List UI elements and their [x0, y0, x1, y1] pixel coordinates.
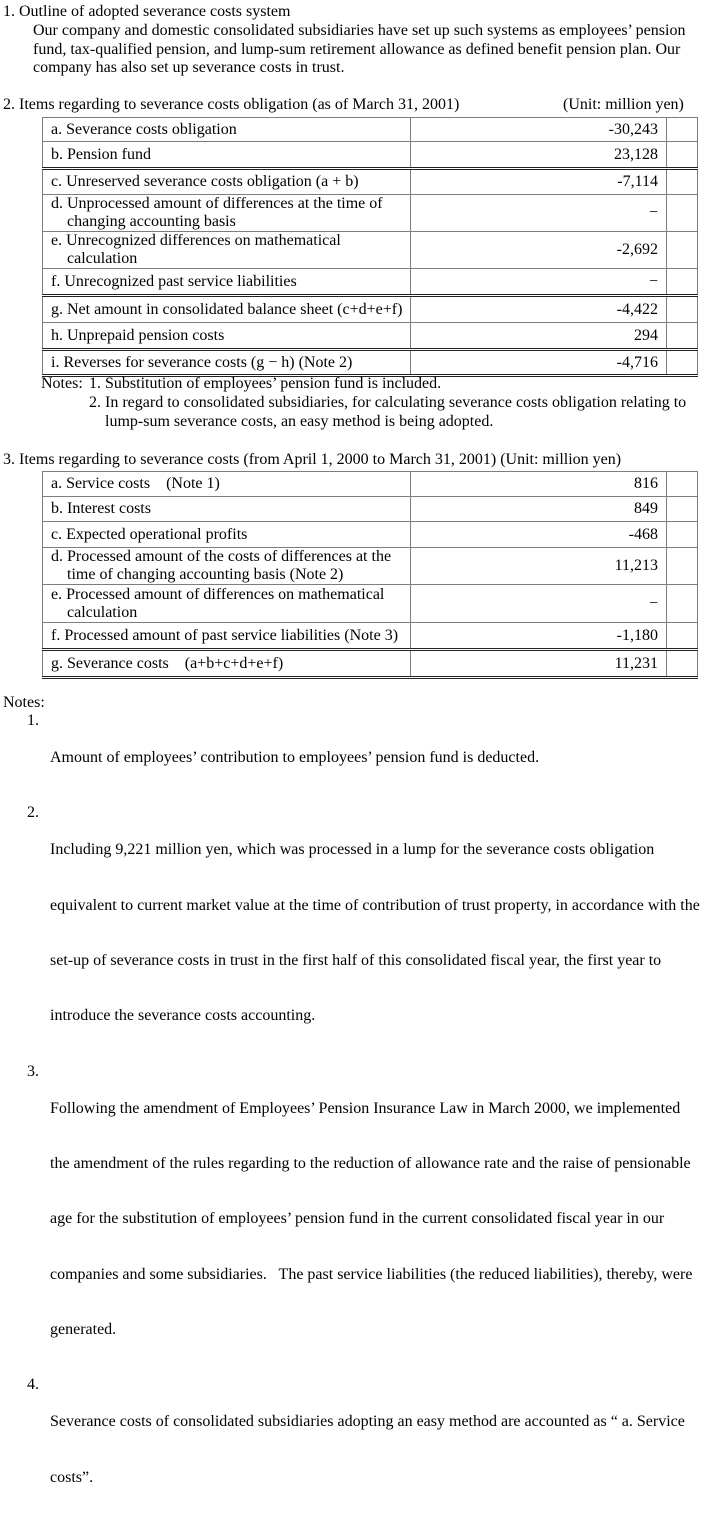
- row-label-text: d. Unprocessed amount of differences at the time of: [51, 195, 383, 212]
- row-value: 11,231: [411, 650, 667, 678]
- section-2-notes-label: Notes:: [41, 375, 83, 392]
- note-text: [50, 804, 700, 1062]
- table-row: [43, 269, 698, 296]
- section-2-notes: [89, 374, 686, 431]
- row-label-text: i. Reverses for severance costs (g − h) (Note 2): [51, 353, 353, 371]
- row-label: [43, 118, 411, 142]
- blank-cell: [667, 585, 698, 623]
- row-value: -4,716: [411, 350, 667, 376]
- paragraph-line: company has also set up severance costs in trust.: [33, 59, 345, 76]
- row-label: [43, 269, 411, 296]
- table-row: [43, 623, 698, 650]
- paragraph-line: Our company and domestic consolidated subsidiaries have set up such systems as employees’ pension: [33, 22, 686, 39]
- note-number: 2.: [27, 804, 39, 822]
- row-label: [43, 497, 411, 522]
- row-label-text: h. Unprepaid pension costs: [51, 326, 225, 344]
- note-number: 1.: [27, 712, 39, 729]
- note-line: introduce the severance costs accounting.: [50, 1007, 316, 1025]
- note-item: [27, 712, 700, 804]
- note-number: 3.: [27, 1062, 39, 1080]
- blank-cell: [667, 169, 698, 195]
- section-2-unit-label: (Unit: million yen): [563, 96, 684, 113]
- section-1-title: 1. Outline of adopted severance costs system: [3, 3, 291, 20]
- table-row: [43, 323, 698, 350]
- row-value: -1,180: [411, 623, 667, 650]
- note-item: [27, 1376, 700, 1524]
- severance-costs-table: [42, 471, 698, 679]
- row-label-text: b. Pension fund: [51, 145, 151, 163]
- blank-cell: [667, 472, 698, 497]
- row-label-text: calculation: [67, 250, 138, 267]
- note-line: Amount of employees’ contribution to employees’ pension fund is deducted.: [50, 748, 540, 766]
- row-label-text: a. Severance costs obligation: [51, 120, 237, 138]
- note-line: the amendment of the rules regarding to the reduction of allowance rate and the raise of pensionable: [50, 1154, 691, 1172]
- note-text: [50, 1376, 685, 1524]
- table-row: [43, 650, 698, 678]
- section-2-title: 2. Items regarding to severance costs obligation (as of March 31, 2001): [3, 96, 460, 113]
- row-label-text: d. Processed amount of the costs of differences at the: [51, 548, 392, 565]
- severance-obligation-table: [42, 117, 698, 377]
- note-line: costs”.: [50, 1468, 94, 1486]
- blank-cell: [667, 269, 698, 296]
- note-line: Including 9,221 million yen, which was processed in a lump for the severance costs obligation: [50, 841, 655, 859]
- row-value: -4,422: [411, 296, 667, 323]
- row-value: 849: [411, 497, 667, 522]
- row-label: [43, 232, 411, 269]
- row-label-text: calculation: [67, 603, 138, 621]
- row-label: [43, 142, 411, 169]
- row-label-text: f. Processed amount of past service liabilities (Note 3): [51, 626, 399, 644]
- note-line: age for the substitution of employees’ pension fund in the current consolidated fiscal year in our: [50, 1210, 665, 1228]
- table-row: [43, 169, 698, 195]
- blank-cell: [667, 497, 698, 522]
- blank-cell: [667, 142, 698, 169]
- row-value: -2,692: [411, 232, 667, 269]
- row-label-text: a. Service costs (Note 1): [51, 475, 220, 492]
- blank-cell: [667, 232, 698, 269]
- blank-cell: [667, 118, 698, 142]
- note-line: generated.: [50, 1320, 117, 1338]
- note-line: 1. Substitution of employees’ pension fund is included.: [89, 375, 442, 392]
- note-number: 4.: [27, 1376, 39, 1394]
- row-label: [43, 548, 411, 585]
- blank-cell: [667, 296, 698, 323]
- row-label-text: changing accounting basis: [67, 213, 236, 230]
- blank-cell: [667, 350, 698, 376]
- row-value: 23,128: [411, 142, 667, 169]
- notes-list: [27, 712, 700, 1524]
- row-label: [43, 350, 411, 376]
- row-value: -30,243: [411, 118, 667, 142]
- note-line: set-up of severance costs in trust in the first half of this consolidated fiscal year, the first year to: [50, 951, 662, 969]
- row-label: [43, 522, 411, 548]
- row-label-text: c. Unreserved severance costs obligation (a + b): [51, 173, 359, 190]
- table-row: [43, 522, 698, 548]
- row-label: [43, 650, 411, 678]
- row-label: [43, 472, 411, 497]
- row-label: [43, 585, 411, 623]
- row-label-text: e. Unrecognized differences on mathematical: [51, 232, 341, 249]
- note-line: equivalent to current market value at the time of contribution of trust property, in accordance with the: [50, 896, 700, 914]
- section-3-title: 3. Items regarding to severance costs (from April 1, 2000 to March 31, 2001) (Unit: million yen): [3, 451, 622, 468]
- table-row: [43, 142, 698, 169]
- row-value: −: [411, 195, 667, 232]
- note-line: 2. In regard to consolidated subsidiaries, for calculating severance costs obligation relating to: [89, 394, 687, 411]
- table-row: [43, 585, 698, 623]
- row-value: −: [411, 585, 667, 623]
- row-label: [43, 323, 411, 350]
- paragraph-line: fund, tax-qualified pension, and lump-sum retirement allowance as defined benefit pension plan. Our: [33, 40, 681, 58]
- row-label-text: e. Processed amount of differences on mathematical: [51, 585, 385, 603]
- note-line: companies and some subsidiaries. The past service liabilities (the reduced liabilities), thereby, were: [50, 1265, 693, 1283]
- row-label: [43, 195, 411, 232]
- note-text: [50, 712, 539, 804]
- row-label-text: g. Net amount in consolidated balance sheet (c+d+e+f): [51, 300, 403, 318]
- row-value: -7,114: [411, 169, 667, 195]
- table-row: [43, 350, 698, 376]
- note-line: Severance costs of consolidated subsidiaries adopting an easy method are accounted as “ a. Service: [50, 1413, 685, 1431]
- row-value: −: [411, 269, 667, 296]
- section-1-paragraph: [33, 22, 685, 78]
- table-row: [43, 118, 698, 142]
- blank-cell: [667, 195, 698, 232]
- note-text: [50, 1063, 692, 1377]
- table-row: [43, 232, 698, 269]
- note-line: lump-sum severance costs, an easy method is being adopted.: [105, 413, 494, 430]
- row-value: -468: [411, 522, 667, 548]
- row-value: 816: [411, 472, 667, 497]
- row-label-text: f. Unrecognized past service liabilities: [51, 272, 297, 290]
- notes-label: Notes:: [3, 694, 45, 711]
- blank-cell: [667, 623, 698, 650]
- row-label-text: c. Expected operational profits: [51, 525, 248, 543]
- row-label: [43, 296, 411, 323]
- row-label-text: g. Severance costs (a+b+c+d+e+f): [51, 654, 284, 672]
- note-line: Following the amendment of Employees’ Pension Insurance Law in March 2000, we implemented: [50, 1099, 681, 1117]
- table-row: [43, 296, 698, 323]
- blank-cell: [667, 548, 698, 585]
- blank-cell: [667, 650, 698, 678]
- table-row: [43, 497, 698, 522]
- row-label-text: time of changing accounting basis (Note 2): [67, 566, 344, 583]
- row-value: 11,213: [411, 548, 667, 585]
- row-label: [43, 169, 411, 195]
- blank-cell: [667, 522, 698, 548]
- row-label: [43, 623, 411, 650]
- row-label-text: b. Interest costs: [51, 500, 151, 517]
- table-row: [43, 548, 698, 585]
- blank-cell: [667, 323, 698, 350]
- table-row: [43, 472, 698, 497]
- table-row: [43, 195, 698, 232]
- note-item: [27, 1063, 700, 1377]
- note-item: [27, 804, 700, 1062]
- row-value: 294: [411, 323, 667, 350]
